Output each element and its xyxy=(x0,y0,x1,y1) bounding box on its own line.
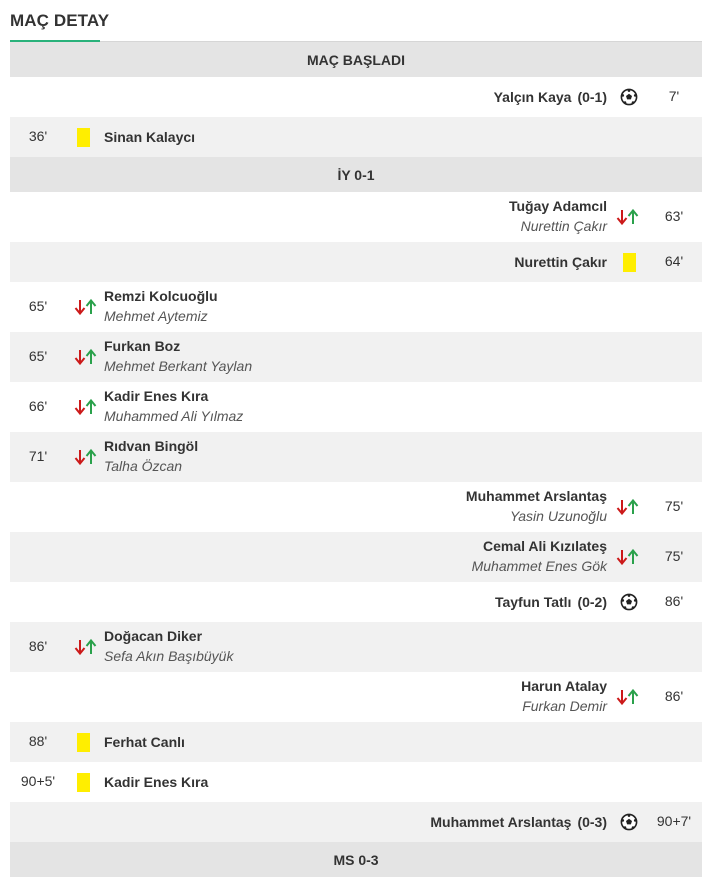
player-in-name: Doğacan Diker xyxy=(104,628,203,644)
event-minute: 86' xyxy=(664,593,684,609)
player-name: Tayfun Tatlı xyxy=(494,594,572,610)
event-icon-slot xyxy=(74,297,98,317)
event-icon-slot xyxy=(616,547,640,567)
event-row xyxy=(10,622,702,672)
goal-score: (0-2) xyxy=(577,594,607,610)
player-in-name: Cemal Ali Kızılateş xyxy=(483,538,607,554)
player-name: Ferhat Canlı xyxy=(104,734,185,750)
player-out-name: Muhammet Enes Gök xyxy=(471,558,607,574)
player-name: Nurettin Çakır xyxy=(514,254,607,270)
soccer-ball-icon xyxy=(620,88,638,106)
event-icon-slot xyxy=(77,128,90,147)
period-separator xyxy=(10,42,702,77)
event-row xyxy=(10,432,702,482)
player-name: Sinan Kalaycı xyxy=(104,129,196,145)
event-row xyxy=(10,382,702,432)
event-player-line xyxy=(430,813,607,831)
event-text xyxy=(514,253,607,271)
event-player-line xyxy=(495,593,607,611)
event-timeline xyxy=(10,42,702,877)
event-icon-slot xyxy=(74,397,98,417)
event-row xyxy=(10,282,702,332)
event-minute: 36' xyxy=(28,128,48,144)
separator-label: İY 0-1 xyxy=(337,167,375,183)
yellow-card-icon xyxy=(77,128,90,147)
event-icon-slot xyxy=(77,733,90,752)
event-minute: 86' xyxy=(664,688,684,704)
event-icon-slot xyxy=(623,253,636,272)
event-row xyxy=(10,482,702,532)
event-row xyxy=(10,332,702,382)
event-row xyxy=(10,117,702,157)
event-minute: 65' xyxy=(28,298,48,314)
event-minute: 63' xyxy=(664,208,684,224)
match-detail-header xyxy=(10,0,702,42)
event-row xyxy=(10,762,702,802)
player-in-name: Rıdvan Bingöl xyxy=(104,438,199,454)
event-text xyxy=(430,813,607,831)
separator-label: MAÇ BAŞLADI xyxy=(307,52,405,68)
goal-score: (0-3) xyxy=(577,814,607,830)
event-player-line xyxy=(514,253,607,271)
event-text xyxy=(521,677,607,715)
event-minute: 86' xyxy=(28,638,48,654)
event-icon-slot xyxy=(620,88,638,106)
event-row xyxy=(10,582,702,622)
event-text xyxy=(466,487,607,525)
event-text xyxy=(104,437,198,475)
player-out-name: Talha Özcan xyxy=(104,458,183,474)
player-out-name: Mehmet Aytemiz xyxy=(104,308,208,324)
player-in-name: Remzi Kolcuoğlu xyxy=(104,288,218,304)
substitution-icon xyxy=(74,347,98,367)
event-text xyxy=(104,337,252,375)
player-in-name: Tuğay Adamcıl xyxy=(508,198,607,214)
event-player-line xyxy=(104,733,185,751)
yellow-card-icon xyxy=(623,253,636,272)
substitution-icon xyxy=(74,447,98,467)
event-row xyxy=(10,532,702,582)
event-icon-slot xyxy=(616,687,640,707)
event-row xyxy=(10,802,702,842)
event-minute: 7' xyxy=(668,88,680,104)
event-text xyxy=(494,88,607,106)
soccer-ball-icon xyxy=(620,813,638,831)
player-in-name: Furkan Boz xyxy=(104,338,181,354)
event-minute: 66' xyxy=(28,398,48,414)
event-player-line xyxy=(494,88,607,106)
event-text xyxy=(104,387,243,425)
event-minute: 75' xyxy=(664,498,684,514)
event-minute: 75' xyxy=(664,548,684,564)
event-icon-slot xyxy=(616,207,640,227)
player-out-name: Yasin Uzunoğlu xyxy=(509,508,607,524)
event-icon-slot xyxy=(74,637,98,657)
event-icon-slot xyxy=(77,773,90,792)
event-row xyxy=(10,722,702,762)
event-minute: 65' xyxy=(28,348,48,364)
event-icon-slot xyxy=(74,447,98,467)
player-out-name: Nurettin Çakır xyxy=(520,218,607,234)
player-out-name: Sefa Akın Başıbüyük xyxy=(104,648,234,664)
substitution-icon xyxy=(616,207,640,227)
event-player-line xyxy=(104,773,208,791)
event-minute: 71' xyxy=(28,448,48,464)
event-row xyxy=(10,192,702,242)
event-minute: 64' xyxy=(664,253,684,269)
event-minute: 90+5' xyxy=(20,773,56,789)
soccer-ball-icon xyxy=(620,593,638,611)
event-icon-slot xyxy=(620,813,638,831)
player-name: Muhammet Arslantaş xyxy=(430,814,572,830)
player-name: Kadir Enes Kıra xyxy=(104,774,209,790)
event-minute: 90+7' xyxy=(656,813,692,829)
yellow-card-icon xyxy=(77,733,90,752)
event-player-line xyxy=(104,128,195,146)
substitution-icon xyxy=(616,547,640,567)
event-row xyxy=(10,242,702,282)
yellow-card-icon xyxy=(77,773,90,792)
event-minute: 88' xyxy=(28,733,48,749)
event-row xyxy=(10,672,702,722)
player-in-name: Kadir Enes Kıra xyxy=(104,388,209,404)
event-icon-slot xyxy=(616,497,640,517)
substitution-icon xyxy=(74,637,98,657)
player-name: Yalçın Kaya xyxy=(493,89,572,105)
event-text xyxy=(104,733,185,751)
event-text xyxy=(104,128,195,146)
event-text xyxy=(495,593,607,611)
player-out-name: Muhammed Ali Yılmaz xyxy=(104,408,244,424)
event-row xyxy=(10,77,702,117)
substitution-icon xyxy=(74,297,98,317)
period-separator xyxy=(10,842,702,877)
goal-score: (0-1) xyxy=(577,89,607,105)
event-icon-slot xyxy=(620,593,638,611)
separator-label: MS 0-3 xyxy=(333,852,379,868)
player-out-name: Furkan Demir xyxy=(522,698,607,714)
player-out-name: Mehmet Berkant Yaylan xyxy=(104,358,253,374)
substitution-icon xyxy=(616,687,640,707)
player-in-name: Harun Atalay xyxy=(521,678,607,694)
player-in-name: Muhammet Arslantaş xyxy=(465,488,607,504)
event-text xyxy=(104,773,208,791)
page-title: MAÇ DETAY xyxy=(10,11,110,30)
event-text xyxy=(509,197,607,235)
event-text xyxy=(472,537,607,575)
event-icon-slot xyxy=(74,347,98,367)
event-text xyxy=(104,287,218,325)
period-separator xyxy=(10,157,702,192)
substitution-icon xyxy=(616,497,640,517)
substitution-icon xyxy=(74,397,98,417)
event-text xyxy=(104,627,233,665)
